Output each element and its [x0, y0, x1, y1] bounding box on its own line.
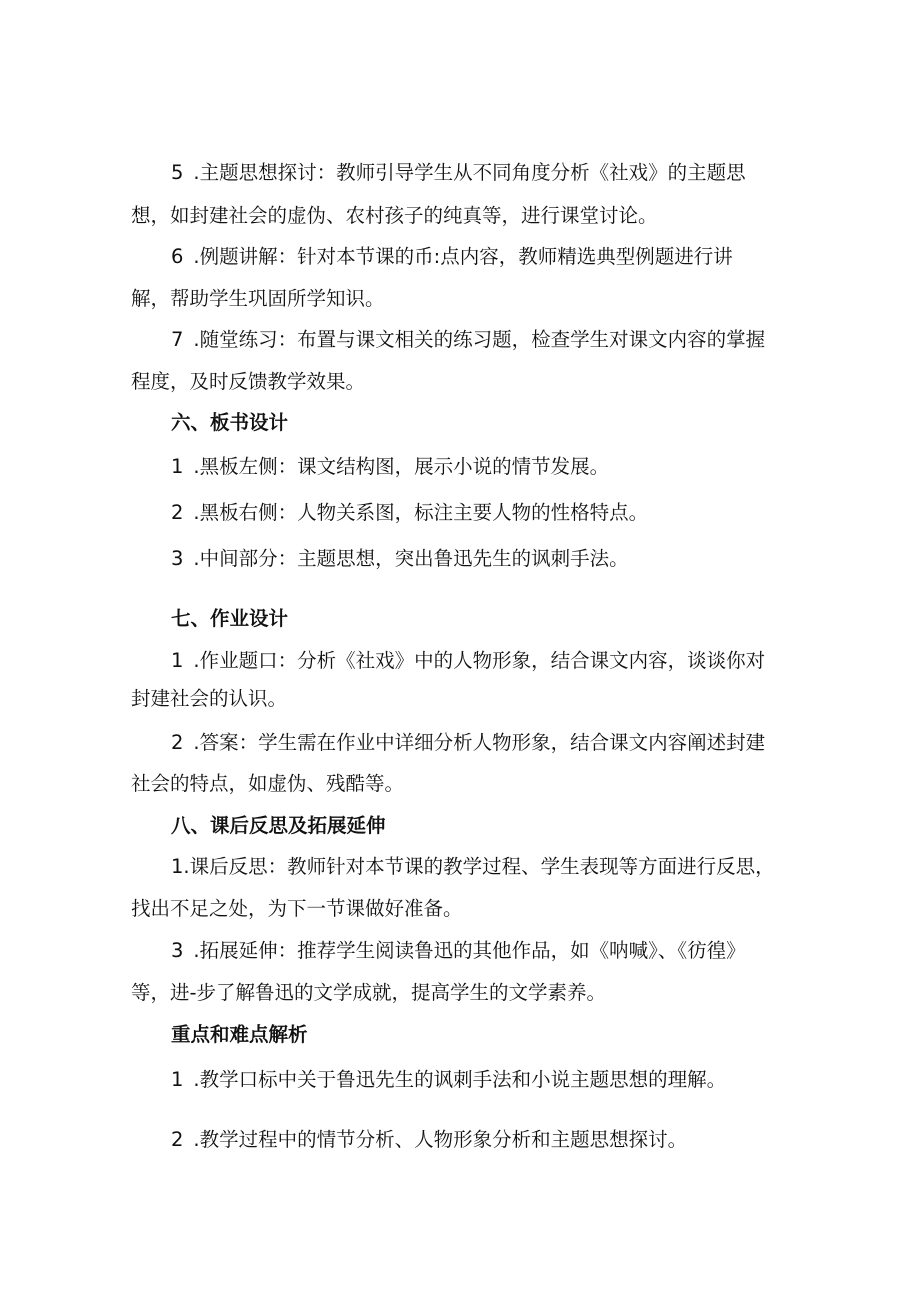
item-text: .例题讲解：针对本节课的币:点内容，教师精选典型例题进行讲: [193, 245, 733, 268]
section-8-heading: 八、课后反思及拓展延伸: [171, 814, 386, 837]
item-6-line-1: [171, 244, 791, 270]
section-6-item-1: [171, 454, 791, 480]
item-number: 3: [171, 547, 184, 570]
section-6-heading: 六、板书设计: [171, 411, 289, 434]
section-6-item-2: [171, 500, 791, 526]
item-text: .拓展延伸：推荐学生阅读鲁迅的其他作品，如《呐喊》、《彷徨》: [193, 939, 746, 962]
key-points-heading: 重点和难点解析: [171, 1023, 308, 1046]
item-text: .作业题口：分析《社戏》中的人物形象，结合课文内容，谈谈你对: [193, 649, 766, 672]
section-7-item-1-line-1: [171, 648, 791, 674]
section-7-heading: 七、作业设计: [171, 607, 289, 630]
item-text: .教学过程中的情节分析、人物形象分析和主题思想探讨。: [193, 1128, 688, 1151]
section-6-item-3: [171, 546, 791, 572]
item-number: 1: [171, 455, 184, 478]
section-7-item-2-line-2: 社会的特点，如虚伪、残酷等。: [131, 772, 405, 795]
item-7-line-2: 程度，及时反馈教学效果。: [131, 370, 366, 393]
item-7-line-1: [171, 327, 791, 353]
section-8-item-2-line-1: [171, 938, 791, 964]
section-8-item-2-line-2: 等，进-步了解鲁迅的文学成就，提高学生的文学素养。: [131, 981, 607, 1004]
item-text: .主题思想探讨：教师引导学生从不同角度分析《社戏》的主题思: [193, 161, 746, 184]
section-7-item-1-line-2: 封建社会的认识。: [131, 687, 288, 710]
item-number: 7: [171, 328, 184, 351]
item-6-line-2: 解，帮助学生巩固所学知识。: [131, 287, 385, 310]
key-points-item-1: [171, 1067, 791, 1093]
item-5-line-1: [171, 160, 791, 186]
item-text: .黑板右侧：人物关系图，标注主要人物的性格特点。: [193, 501, 649, 524]
item-number: 1: [171, 1068, 184, 1091]
item-number: 1: [171, 649, 184, 672]
section-7-item-2-line-1: [171, 730, 791, 756]
item-number: 2: [171, 501, 184, 524]
item-text: .黑板左侧：课文结构图，展示小说的情节发展。: [193, 455, 610, 478]
item-text: .教学口标中关于鲁迅先生的讽刺手法和小说主题思想的理解。: [193, 1068, 727, 1091]
section-8-item-1-line-1: 1.课后反思：教师针对本节课的教学过程、学生表现等方面进行反思，: [171, 855, 775, 878]
item-number: 5: [171, 161, 184, 184]
item-number: 2: [171, 731, 184, 754]
item-text: .随堂练习：布置与课文相关的练习题，检查学生对课文内容的掌握: [193, 328, 766, 351]
section-8-item-1-line-2: 找出不足之处，为下一节课做好准备。: [131, 897, 463, 920]
item-number: 2: [171, 1128, 184, 1151]
item-number: 6: [171, 245, 184, 268]
item-text: .答案：学生需在作业中详细分析人物形象，结合课文内容阐述封建: [193, 731, 766, 754]
item-number: 3: [171, 939, 184, 962]
item-5-line-2: 想，如封建社会的虚伪、农村孩子的纯真等，进行课堂讨论。: [131, 204, 658, 227]
key-points-item-2: [171, 1127, 791, 1153]
item-text: .中间部分：主题思想，突出鲁迅先生的讽刺手法。: [193, 547, 629, 570]
